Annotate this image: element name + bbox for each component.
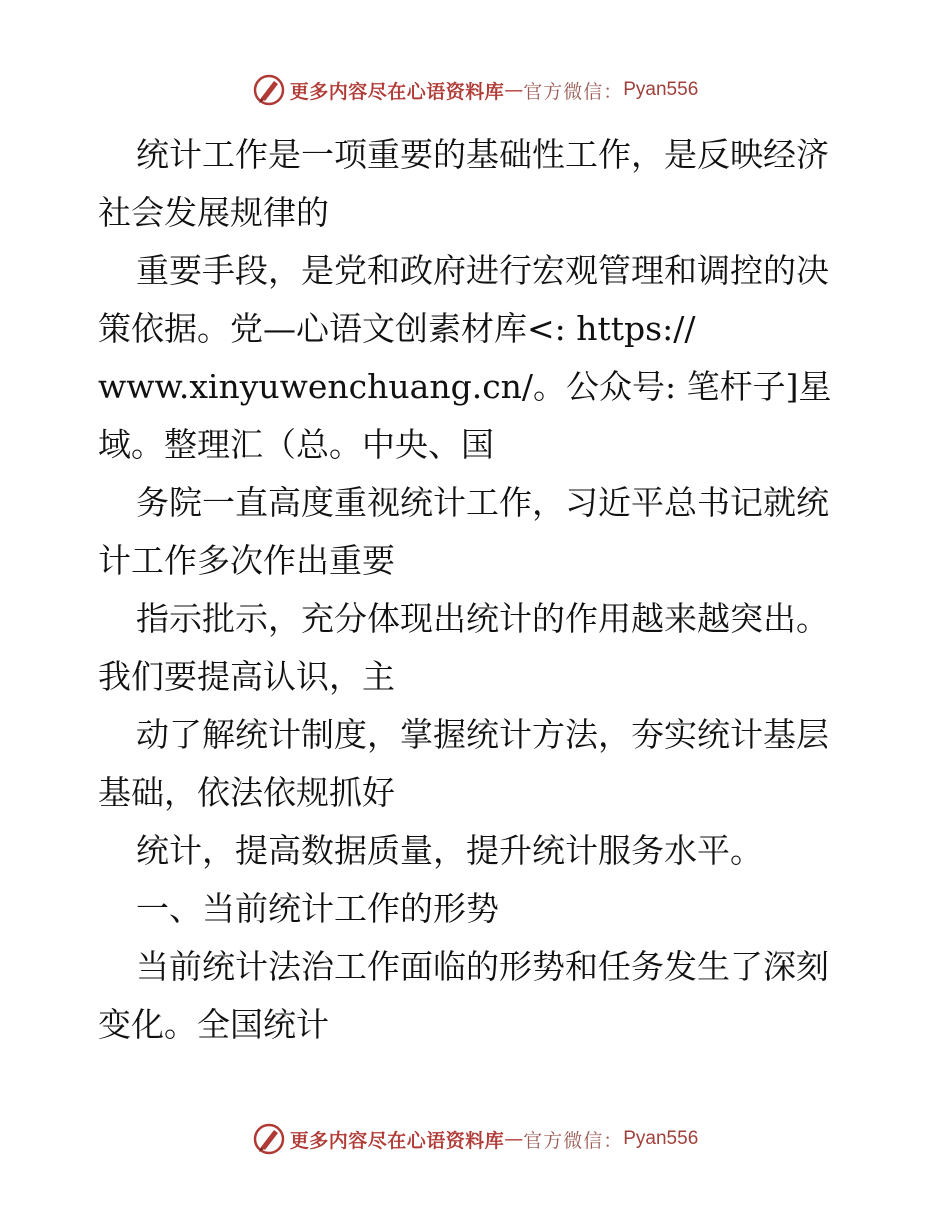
document-body bbox=[98, 126, 858, 1054]
text-line: 基础，依法依规抓好 bbox=[98, 773, 395, 812]
banner-title: 更多内容尽在心语资料库 bbox=[289, 1129, 505, 1152]
text-line: 动了解统计制度，掌握统计方法，夯实统计基层 bbox=[136, 715, 829, 754]
text-line: 变化。全国统计 bbox=[98, 1005, 329, 1044]
banner-wechat-id: Pyan556 bbox=[623, 79, 699, 100]
text-line: 域。整理汇（总。中央、国 bbox=[98, 425, 494, 464]
text-line: 当前统计法治工作面临的形势和任务发生了深刻 bbox=[136, 947, 829, 986]
text-line: www.xinyuwenchuang.cn/。公众号: 笔杆子]星 bbox=[98, 367, 832, 406]
banner-title: 更多内容尽在心语资料库 bbox=[289, 80, 505, 103]
text-line: 社会发展规律的 bbox=[98, 193, 329, 232]
text-line: 重要手段，是党和政府进行宏观管理和调控的决 bbox=[136, 251, 829, 290]
footer-banner bbox=[0, 1119, 950, 1159]
header-banner bbox=[0, 70, 950, 110]
text-line: 策依据。党—心语文创素材库<: https:// bbox=[98, 309, 696, 348]
text-line: 计工作多次作出重要 bbox=[98, 541, 395, 580]
text-line: 我们要提高认识，主 bbox=[98, 657, 395, 696]
text-line: 统计工作是一项重要的基础性工作，是反映经济 bbox=[136, 135, 829, 174]
section-heading: 一、当前统计工作的形势 bbox=[136, 889, 499, 928]
banner-dash: — bbox=[504, 79, 524, 101]
banner-wechat-label: 官方微信： bbox=[523, 1129, 624, 1152]
banner-wechat-label: 官方微信： bbox=[523, 80, 624, 103]
pen-logo-icon bbox=[252, 1122, 286, 1156]
text-line: 务院一直高度重视统计工作，习近平总书记就统 bbox=[136, 483, 829, 522]
text-line: 指示批示，充分体现出统计的作用越来越突出。 bbox=[136, 599, 829, 638]
banner-dash: — bbox=[504, 1128, 524, 1150]
text-line: 统计，提高数据质量，提升统计服务水平。 bbox=[136, 831, 763, 870]
pen-logo-icon bbox=[252, 73, 286, 107]
banner-wechat-id: Pyan556 bbox=[623, 1128, 699, 1149]
